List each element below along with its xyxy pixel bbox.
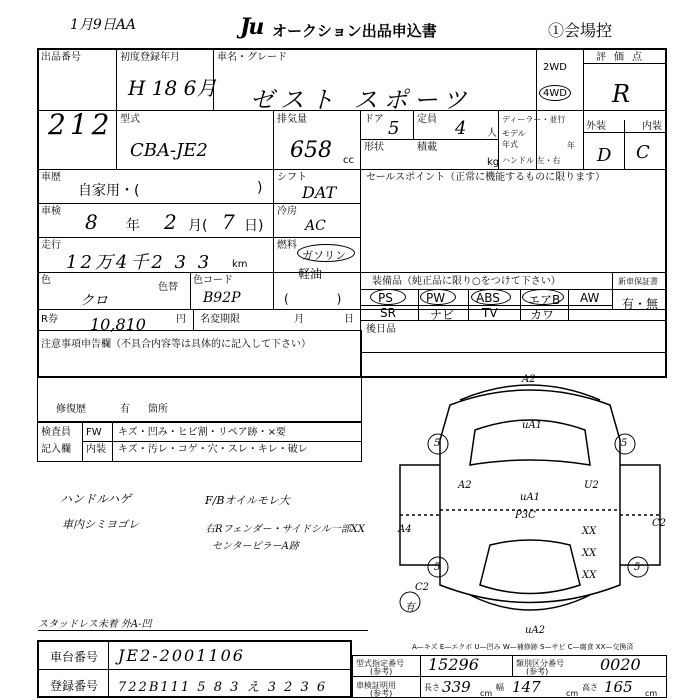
header-date: 1月9日AA xyxy=(70,17,137,33)
category-label: 類別区分番号 xyxy=(516,659,564,668)
warranty-value: 有・無 xyxy=(622,297,659,311)
equipment-airbag: エアB xyxy=(528,293,561,307)
registration-label: 登録番号 xyxy=(50,679,99,693)
handle-label: ハンドル 左・右 xyxy=(502,156,561,165)
repair-place-label: 箇所 xyxy=(148,404,168,415)
fw-items: キズ・凹み・ヒビ割・リペア跡・×要 xyxy=(118,427,286,438)
diagram-mark-right-side: C2 xyxy=(652,518,667,529)
model-code-label: 型式 xyxy=(120,114,140,125)
length-label: 長さ xyxy=(424,683,440,692)
dealer-label: ディーラー・並行 xyxy=(502,115,566,124)
notes-box xyxy=(37,330,362,422)
history-label: 車歴 xyxy=(41,172,61,183)
height-unit: cm xyxy=(645,689,658,698)
inspector-interior: 内装 xyxy=(86,444,106,455)
recycle-label: R券 xyxy=(41,314,58,325)
history-value: 自家用・( xyxy=(78,183,140,199)
equipment-navi: ナビ xyxy=(430,308,455,322)
exterior-grade: D xyxy=(597,145,612,166)
mileage-label: 走行 xyxy=(41,240,61,251)
remark-studless: スタッドレス未着 外A-凹 xyxy=(38,619,152,630)
equipment-leather: カワ xyxy=(530,308,555,322)
capacity-unit: 人 xyxy=(487,128,497,139)
width-label: 幅 xyxy=(496,683,504,692)
sales-point-label: セールスポイント（正常に機能するものに限ります） xyxy=(366,172,606,183)
diagram-mark-left-front: 5 xyxy=(434,438,441,449)
drive-4wd-circle xyxy=(539,85,571,101)
height-value: 165 xyxy=(604,678,633,696)
mileage-value: 12万4千2 3 3 xyxy=(66,252,213,273)
diagram-mark-left-rear: 5 xyxy=(434,562,441,573)
length-unit: cm xyxy=(480,689,493,698)
drive-4wd: 4WD xyxy=(543,88,567,99)
designation-value: 15296 xyxy=(428,655,479,674)
interior-items: キズ・汚レ・コゲ・穴・スレ・キレ・破レ xyxy=(118,444,308,455)
capacity-value: 4 xyxy=(455,118,467,139)
diagram-mark-xx3: XX xyxy=(582,570,597,581)
remark-fender: 右Rフェンダー・サイドシル一部XX xyxy=(205,524,365,535)
fuel-gasoline: ガソリン xyxy=(302,249,346,262)
category-sub: (参考) xyxy=(526,667,549,676)
inspection-month-unit: 月( xyxy=(188,218,208,234)
inspector-label-1: 検査員 xyxy=(41,427,71,438)
color-value: クロ xyxy=(80,293,108,309)
inspector-label-2: 記入欄 xyxy=(41,444,71,455)
form-title: オークション出品申込書 xyxy=(272,23,437,40)
deadline-day: 日 xyxy=(344,314,354,325)
remark-handle: ハンドルハゲ xyxy=(60,492,132,506)
equipment-label: 装備品（純正品に限り○をつけて下さい） xyxy=(372,276,561,287)
diagram-mark-hood: uA1 xyxy=(522,420,543,431)
registration-value: 722B111 5 8 3 え 3 2 3 6 xyxy=(118,680,328,695)
car-name-label: 車名・グレード xyxy=(217,52,287,63)
diagram-mark-right-rear: 5 xyxy=(634,562,641,573)
mileage-unit: km xyxy=(232,259,248,270)
drive-2wd: 2WD xyxy=(543,62,567,73)
inspection-month: 2 xyxy=(164,210,177,234)
first-registration-value: H 18 6月 xyxy=(128,76,217,100)
diagram-mark-right-front: 5 xyxy=(621,438,628,449)
color-label: 色 xyxy=(41,275,51,286)
rating-value: R xyxy=(612,80,631,108)
door-value: 5 xyxy=(388,118,400,139)
shift-value: DAT xyxy=(302,183,337,202)
rating-label: 評価点 xyxy=(596,52,650,63)
fuel-label: 燃料 xyxy=(277,240,297,251)
equipment-abs: ABS xyxy=(476,291,500,305)
load-unit: kg xyxy=(487,157,500,168)
displacement-value: 658 xyxy=(290,138,332,163)
equipment-pw: PW xyxy=(426,291,446,305)
shape-label: 形状 xyxy=(364,142,384,153)
circle-pw xyxy=(420,289,456,305)
exterior-label: 外装 xyxy=(586,121,606,132)
history-close: ) xyxy=(257,180,263,196)
repair-history-label: 修復歴 xyxy=(56,404,86,415)
car-name-value: ゼスト スポーツ xyxy=(250,86,473,114)
diagram-mark-center: P3C xyxy=(515,510,536,521)
height-label: 高さ xyxy=(582,683,598,692)
door-label: ドア xyxy=(364,114,384,125)
ac-value: AC xyxy=(305,218,326,234)
model-code-value: CBA-JE2 xyxy=(130,140,208,161)
width-unit: cm xyxy=(566,689,579,698)
remark-oil-leak: F/Bオイルモレ大 xyxy=(205,494,290,507)
inspection-year: 8 xyxy=(85,210,98,234)
equipment-sr: SR xyxy=(380,306,396,320)
circle-ps xyxy=(370,289,406,305)
inspector-fw: FW xyxy=(86,427,102,438)
fuel-diesel: 軽油 xyxy=(298,267,323,281)
equipment-tv: TV xyxy=(482,306,498,320)
vin-value: JE2-2001106 xyxy=(118,646,245,665)
fuel-gasoline-circle xyxy=(297,244,355,262)
inspection-year-unit: 年 xyxy=(126,218,140,234)
designation-label: 型式指定番号 xyxy=(356,659,404,668)
interior-grade: C xyxy=(636,142,650,163)
diagram-mark-right-door: U2 xyxy=(584,480,599,491)
repair-history-value: 有 xyxy=(120,404,130,415)
model-year-unit: 年 xyxy=(567,141,575,150)
displacement-unit: cc xyxy=(343,155,354,166)
warranty-label: 新車保証書 xyxy=(618,277,658,286)
damage-legend: A—キズ E—エクボ U—凹み W—補修跡 S—サビ C—腐食 XX—交換済 xyxy=(412,643,634,651)
diagram-mark-roof: uA1 xyxy=(520,492,541,503)
diagram-mark-left-side: A4 xyxy=(398,524,412,535)
diagram-mark-xx2: XX xyxy=(582,548,597,559)
diagram-mark-left-door: A2 xyxy=(458,480,472,491)
load-label: 積載 xyxy=(417,142,437,153)
equipment-ps: PS xyxy=(378,291,393,305)
inspection-label: 車検 xyxy=(41,206,61,217)
diagram-mark-top: A2 xyxy=(522,374,536,385)
equipment-aw: AW xyxy=(580,291,600,305)
lot-number-label: 出品番号 xyxy=(41,52,81,63)
cert-label: 車検証明用 xyxy=(356,681,396,690)
circle-airbag xyxy=(522,289,564,305)
first-registration-label: 初度登録年月 xyxy=(120,52,180,63)
color-code-value: B92P xyxy=(203,290,241,306)
interior-label: 内装 xyxy=(642,121,662,132)
remark-interior-stain: 車内シミヨゴレ xyxy=(62,518,139,531)
color-change-label: 色替 xyxy=(158,282,178,293)
diagram-mark-bottom: uA2 xyxy=(525,625,546,636)
width-value: 147 xyxy=(512,678,541,696)
diagram-mark-bottom-c: C2 xyxy=(415,582,430,593)
model-year-label: モデル年式 xyxy=(502,129,526,149)
length-value: 339 xyxy=(442,678,471,696)
capacity-label: 定員 xyxy=(417,114,437,125)
diagram-mark-xx1: XX xyxy=(582,526,597,537)
shift-label: シフト xyxy=(277,172,307,183)
vin-label: 車台番号 xyxy=(50,650,99,664)
name-change-deadline-label: 名変期限 xyxy=(200,314,240,325)
auction-logo: Ju xyxy=(240,14,263,40)
notes-label: 注意事項申告欄（不具合内容等は具体的に記入して下さい） xyxy=(41,339,311,350)
designation-sub: (参考) xyxy=(370,667,393,676)
color-code-label: 色コード xyxy=(193,275,233,286)
venue-copy-label: ①会場控 xyxy=(548,23,613,40)
circle-abs xyxy=(471,289,511,305)
car-damage-diagram xyxy=(380,370,680,640)
inspection-day: 7 xyxy=(222,210,235,234)
ac-label: 冷房 xyxy=(277,206,297,217)
remark-pillar: センターピラーA跡 xyxy=(212,541,299,552)
displacement-label: 排気量 xyxy=(277,114,307,125)
cert-sub: (参考) xyxy=(370,689,393,698)
deadline-month: 月 xyxy=(294,314,304,325)
after-items-label: 後日品 xyxy=(366,324,396,335)
diagram-stamp: 有 xyxy=(405,602,415,613)
recycle-unit: 円 xyxy=(176,314,186,325)
recycle-value: 10,810 xyxy=(90,315,146,334)
category-value: 0020 xyxy=(600,655,641,674)
inspection-day-unit: 日) xyxy=(244,218,264,234)
lot-number-value: 212 xyxy=(48,108,114,141)
fuel-paren: ( ) xyxy=(284,292,342,306)
